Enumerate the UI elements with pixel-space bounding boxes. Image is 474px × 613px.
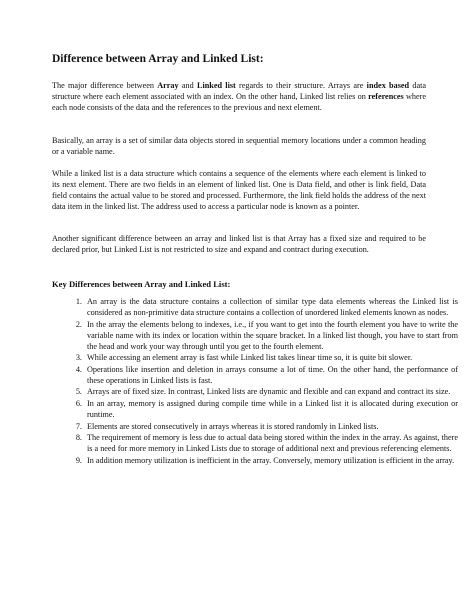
intro-bold-references: references xyxy=(368,92,404,101)
difference-item: 2. In the array the elements belong to indexes, i.e., if you want to get into the fourth element you have to write the variable name with its index or location within the square bracket. In a linked list though, you have to start from the head and work your way through until you get to the fourth element. xyxy=(84,319,458,352)
page-title: Difference between Array and Linked List: xyxy=(52,53,264,65)
key-differences-heading: Key Differences between Array and Linked List: xyxy=(52,279,231,289)
differences-list xyxy=(52,296,458,466)
intro-paragraph xyxy=(52,80,426,113)
difference-item: 8. The requirement of memory is less due to actual data being stored within the index in the array. As against, there is a need for more memory in Linked Lists due to storage of additional next and previous referencing elements. xyxy=(84,432,458,454)
intro-text-1: The major difference between xyxy=(52,81,158,90)
intro-text-2: and xyxy=(178,81,197,90)
intro-bold-array: Array xyxy=(157,81,179,90)
intro-text-4: data structure where each element associated with an index. On the other hand, Linked list relies on xyxy=(52,81,426,101)
difference-item: 7. Elements are stored consecutively in arrays whereas it is stored randomly in Linked lists. xyxy=(84,421,458,432)
paragraph-size-difference: Another significant difference between an array and linked list is that Array has a fixed size and required to be declared prior, but Linked List is not restricted to size and expand and contract during execution. xyxy=(52,234,426,254)
paragraph-linked-list-definition: While a linked list is a data structure which contains a sequence of the elements where each element is linked to its next element. There are two fields in an element of linked list. One is Data field, and other is link field, Data field contains the actual value to be stored and processed. Furthermore, the link field holds the address of the next data item in the linked list. The address used to access a particular node is known as a pointer. xyxy=(52,169,426,211)
intro-text-3: regards to their structure. Arrays are xyxy=(235,81,367,90)
intro-text-5: where each node consists of the data and the references to the previous and next element. xyxy=(52,92,426,112)
paragraph-array-definition: Basically, an array is a set of similar data objects stored in sequential memory locations under a common heading or a variable name. xyxy=(52,136,426,156)
intro-bold-linked-list: Linked list xyxy=(196,81,236,90)
intro-bold-index-based: index based xyxy=(366,81,410,90)
difference-item: 5. Arrays are of fixed size. In contrast, Linked lists are dynamic and flexible and can expand and contract its size. xyxy=(84,386,458,397)
difference-item: 3. While accessing an element array is fast while Linked list takes linear time so, it is quite bit slower. xyxy=(84,352,458,363)
difference-item: 1. An array is the data structure contains a collection of similar type data elements whereas the Linked list is considered as non-primitive data structure contains a collection of unordered linked elements known as nodes. xyxy=(84,296,458,318)
difference-item: 4. Operations like insertion and deletion in arrays consume a lot of time. On the other hand, the performance of these operations in Linked lists is fast. xyxy=(84,364,458,386)
difference-item: 9. In addition memory utilization is inefficient in the array. Conversely, memory utilization is efficient in the array. xyxy=(84,455,458,466)
difference-item: 6. In an array, memory is assigned during compile time while in a Linked list it is allocated during execution or runtime. xyxy=(84,398,458,420)
